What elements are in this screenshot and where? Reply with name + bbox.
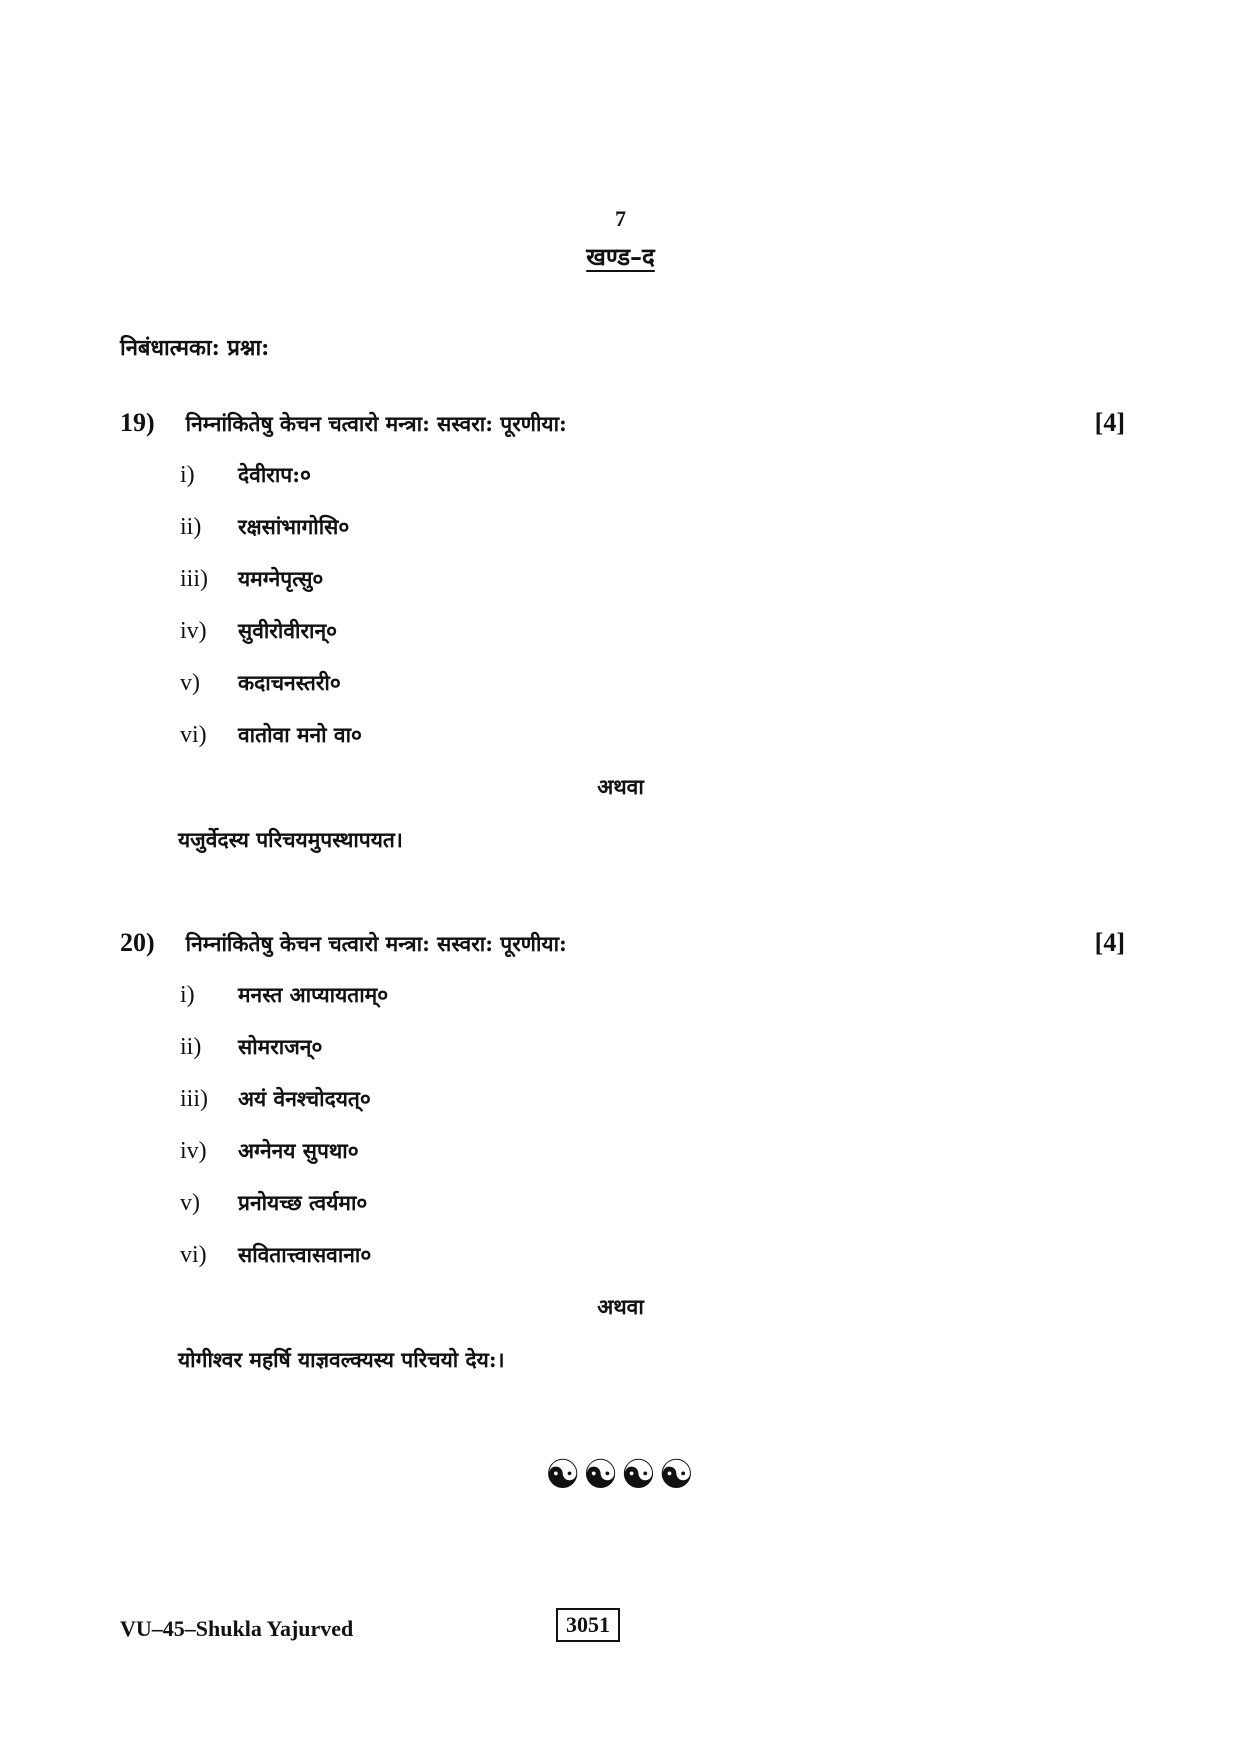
list-item <box>180 1241 371 1269</box>
section-title <box>0 240 1241 273</box>
item-text: अयं वेनश्चोदयत्० <box>238 1086 371 1111</box>
yin-yang-ornament-icon: ☯☯☯☯ <box>544 1452 697 1498</box>
list-item <box>180 721 362 749</box>
footer-box-number: 3051 <box>556 1608 620 1642</box>
item-roman: i) <box>180 982 195 1008</box>
section-title-text: खण्ड–द <box>586 242 655 271</box>
item-roman: ii) <box>180 514 202 540</box>
question-number: 20) <box>120 928 155 957</box>
list-item <box>180 1137 359 1165</box>
item-roman: v) <box>180 670 200 696</box>
list-item <box>180 513 349 541</box>
item-roman: iv) <box>180 1138 207 1164</box>
alternative-question: योगीश्वर महर्षि याज्ञवल्क्यस्य परिचयो देय:। <box>178 1347 505 1372</box>
subheading: निबंधात्मका: प्रश्ना: <box>120 335 270 361</box>
item-text: प्रनोयच्छ त्वर्यमा० <box>238 1190 368 1215</box>
list-item <box>180 669 341 697</box>
item-roman: vi) <box>180 1242 207 1268</box>
alternative-question: यजुर्वेदस्य परिचयमुपस्थापयत। <box>178 827 403 852</box>
question-20 <box>120 928 1125 958</box>
item-roman: ii) <box>180 1034 202 1060</box>
item-text: सवितात्त्वासवाना० <box>238 1242 372 1267</box>
item-text: अग्नेनय सुपथा० <box>238 1138 359 1163</box>
or-separator: अथवा <box>597 774 644 799</box>
item-roman: v) <box>180 1190 200 1216</box>
item-text: रक्षसांभागोसि० <box>238 514 350 539</box>
footer-paper-code: VU–45–Shukla Yajurved <box>120 1616 354 1641</box>
item-text: कदाचनस्तरी० <box>238 670 341 695</box>
item-roman: iv) <box>180 618 207 644</box>
list-item <box>180 461 311 489</box>
item-text: देवीराप:० <box>238 462 311 487</box>
question-text: निम्नांकितेषु केचन चत्वारो मन्त्रा: सस्वरा: पूरणीया: <box>185 931 567 956</box>
list-item <box>180 1033 322 1061</box>
question-text: निम्नांकितेषु केचन चत्वारो मन्त्रा: सस्वरा: पूरणीया: <box>185 411 567 436</box>
question-marks: [4] <box>1094 408 1125 437</box>
question-marks: [4] <box>1094 928 1125 957</box>
item-roman: i) <box>180 462 195 488</box>
item-text: वातोवा मनो वा० <box>238 722 362 747</box>
item-text: मनस्त आप्यायताम्० <box>238 982 389 1007</box>
item-roman: iii) <box>180 566 208 592</box>
list-item <box>180 981 388 1009</box>
item-roman: vi) <box>180 722 207 748</box>
item-text: यमग्नेपृत्सु० <box>238 566 324 591</box>
item-text: सोमराजन्० <box>238 1034 323 1059</box>
question-number: 19) <box>120 408 155 437</box>
list-item <box>180 565 323 593</box>
item-text: सुवीरोवीरान्० <box>238 618 338 643</box>
list-item <box>180 1085 371 1113</box>
question-19 <box>120 408 1125 438</box>
or-separator: अथवा <box>597 1294 644 1319</box>
list-item <box>180 617 337 645</box>
list-item <box>180 1189 367 1217</box>
item-roman: iii) <box>180 1086 208 1112</box>
page-number: 7 <box>615 206 626 231</box>
